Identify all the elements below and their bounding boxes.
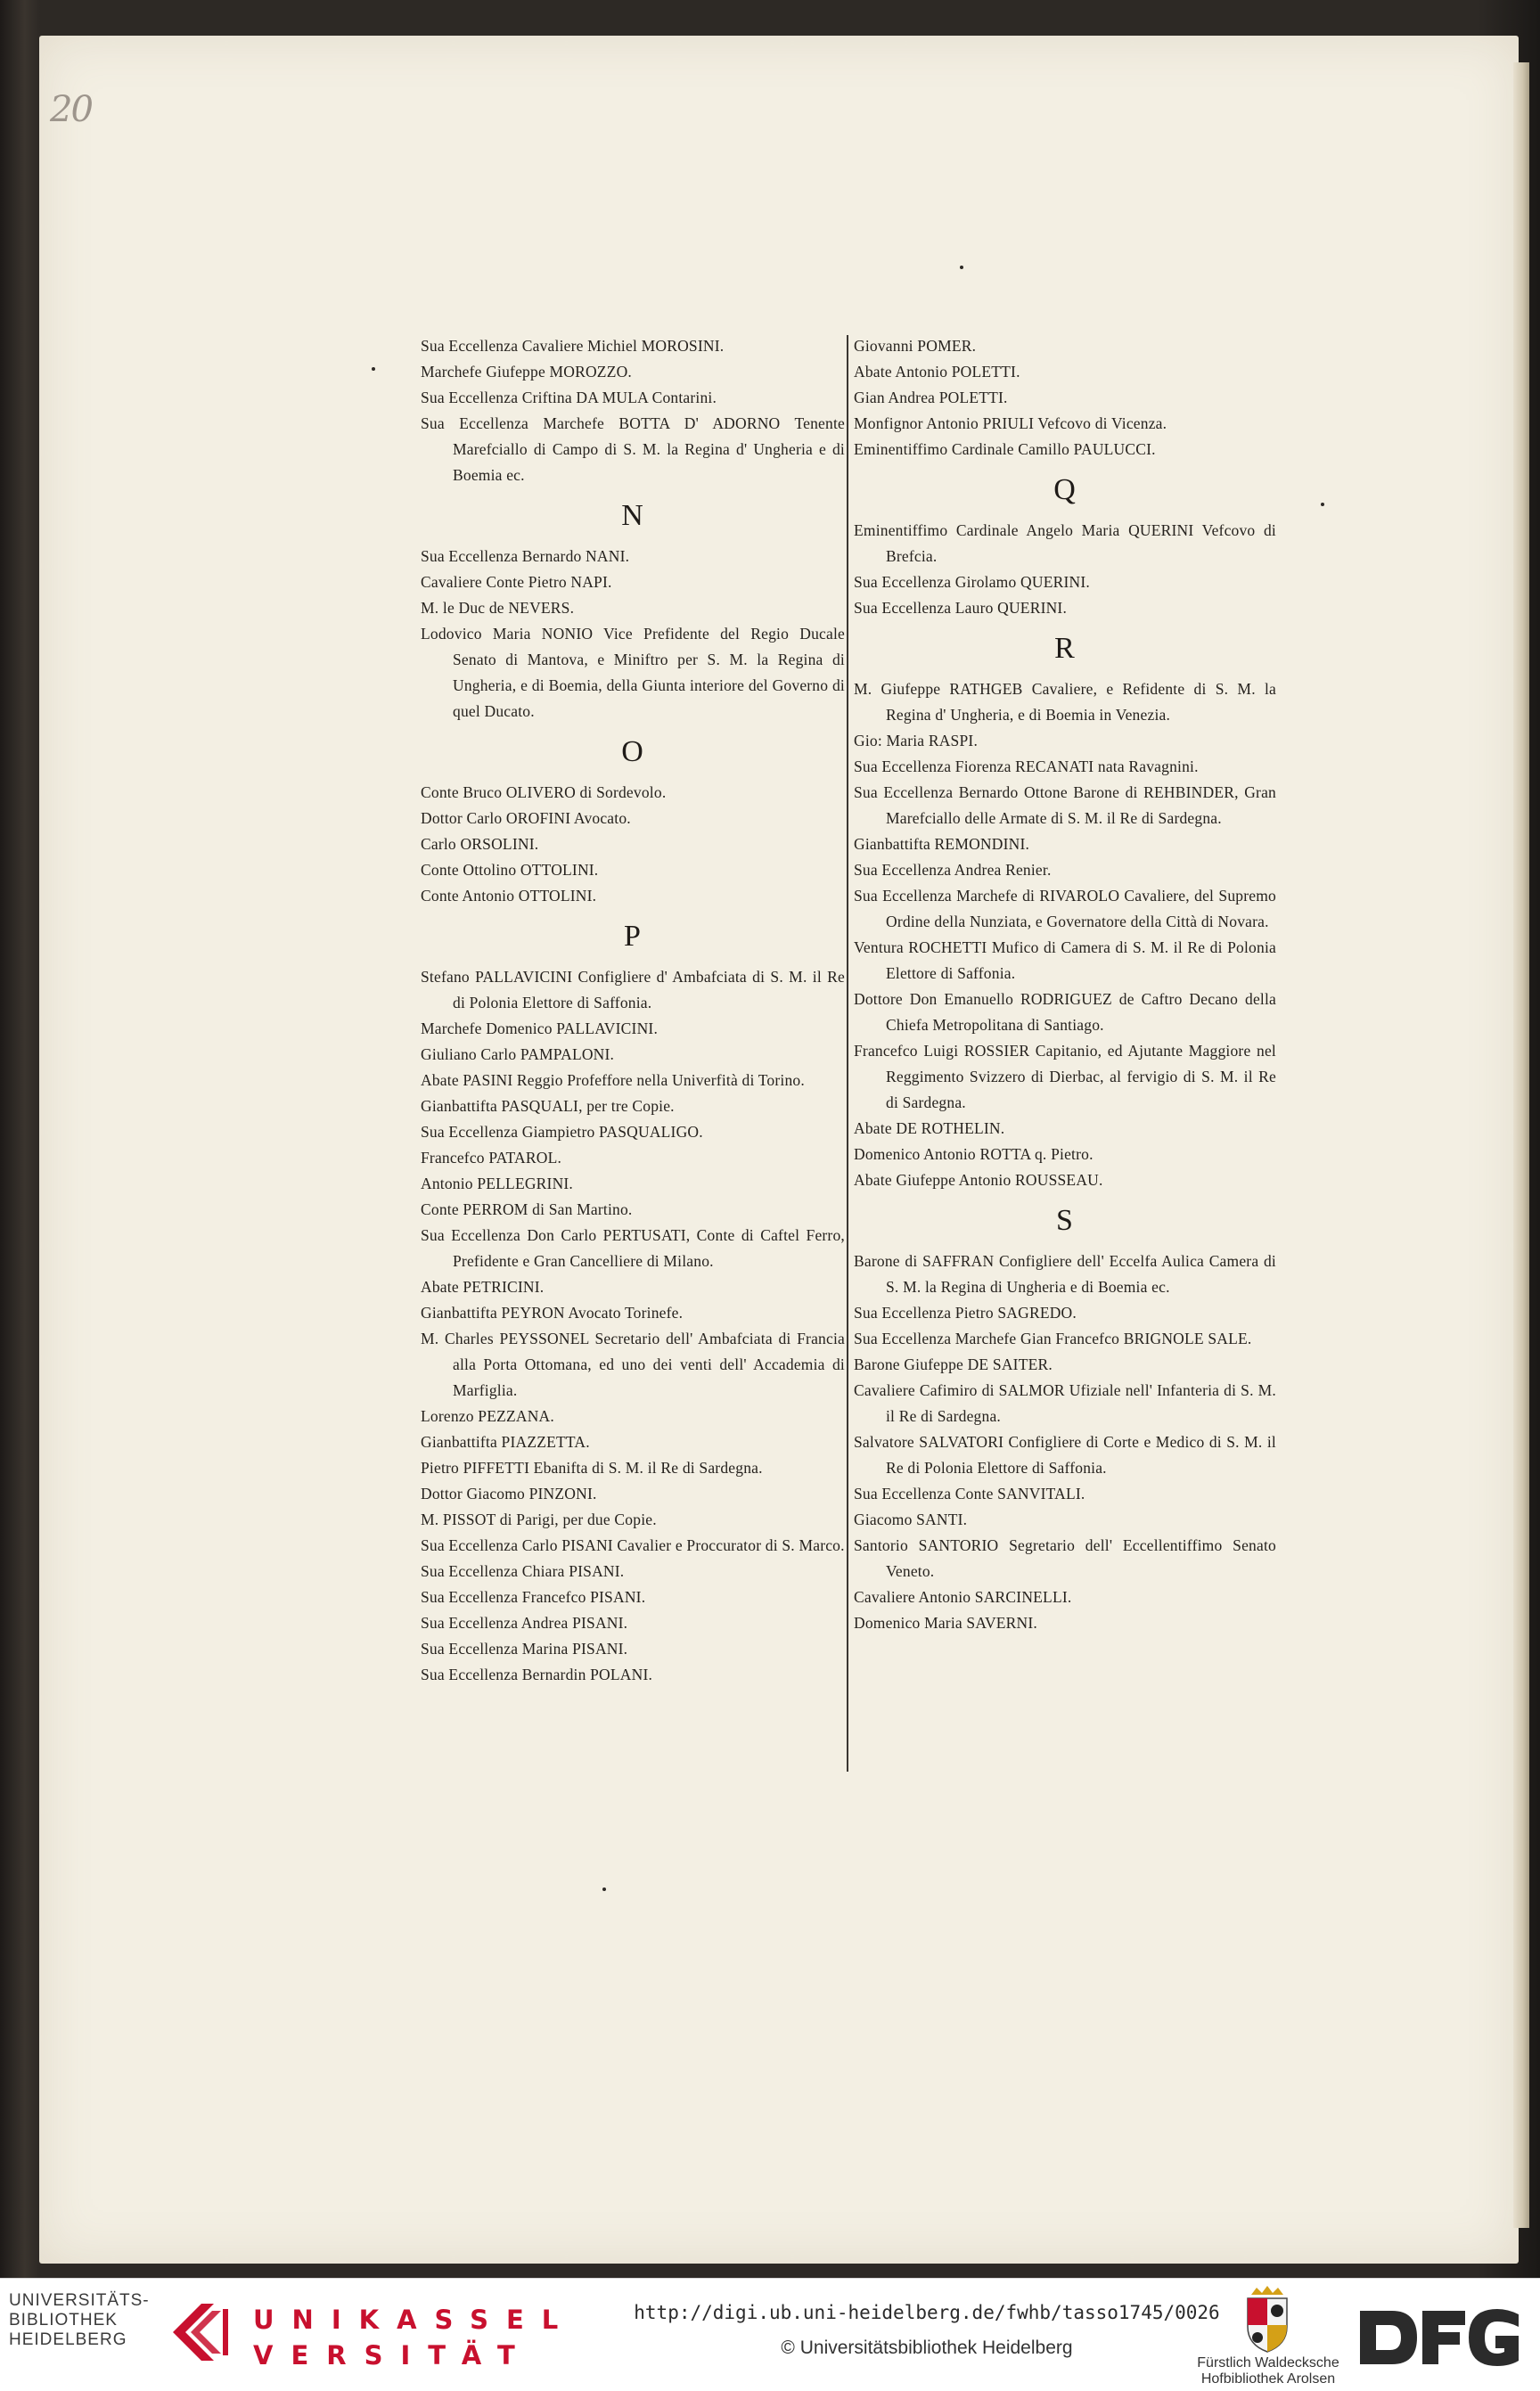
subscriber-entry: Carlo ORSOLINI. (421, 835, 539, 853)
subscriber-entry: Barone Giufeppe DE SAITER. (854, 1355, 1053, 1373)
subscriber-entry: Abate PETRICINI. (421, 1278, 545, 1296)
section-letter: P (624, 920, 642, 953)
subscriber-entry: Marchefe Domenico PALLAVICINI. (421, 1019, 659, 1037)
page-edge (1513, 62, 1529, 2228)
paper-speck (1321, 503, 1324, 506)
subscriber-entry: Sua Eccellenza Chiara PISANI. (421, 1562, 625, 1580)
subscriber-entry: Conte Antonio OTTOLINI. (421, 887, 597, 905)
subscriber-entry: Stefano PALLAVICINI Configliere d' Ambafciata di S. M. il Re di Polonia Elettore di Saffonia. (421, 968, 845, 1011)
arolsen-line-1: Fürstlich Waldecksche (1197, 2355, 1339, 2371)
subscriber-entry: Giovanni POMER. (854, 337, 977, 355)
folio-number: 20 (50, 89, 92, 130)
subscriber-entry: M. Charles PEYSSONEL Secretario dell' Ambafciata di Francia alla Porta Ottomana, ed uno dei venti dell' Accademia di Marfiglia. (421, 1330, 845, 1399)
subscriber-entry: Conte PERROM di San Martino. (421, 1200, 633, 1218)
subscriber-entry: Conte Bruco OLIVERO di Sordevolo. (421, 783, 667, 801)
arolsen-line-2: Hofbibliothek Arolsen (1200, 2371, 1336, 2387)
subscriber-entry: Sua Eccellenza Fiorenza RECANATI nata Ravagnini. (854, 757, 1199, 775)
paper-speck (602, 1887, 606, 1891)
ub-heidelberg-logo-icon[interactable] (160, 2291, 242, 2377)
paper-speck (372, 367, 375, 371)
subscriber-entry: Sua Eccellenza Bernardo NANI. (421, 547, 630, 565)
subscriber-entry: Lodovico Maria NONIO Vice Prefidente del Regio Ducale Senato di Mantova, e Miniftro per S. M. la Regina di Ungheria, e di Boemia, della Giunta interiore del Governo di quel Ducato. (421, 625, 845, 720)
ub-line-2: BIBLIOTHEK (9, 2311, 118, 2330)
subscriber-entry: Domenico Maria SAVERNI. (854, 1614, 1037, 1632)
subscriber-entry: Cavaliere Antonio SARCINELLI. (854, 1588, 1072, 1606)
subscriber-entry: Ventura ROCHETTI Mufico di Camera di S. M. il Re di Polonia Elettore di Saffonia. (854, 938, 1276, 982)
subscriber-entry: Sua Eccellenza Marina PISANI. (421, 1640, 628, 1658)
subscriber-entry: Sua Eccellenza Marchefe BOTTA D' ADORNO Tenente Marefciallo di Campo di S. M. la Regina d' Ungheria e di Boemia ec. (421, 414, 845, 484)
subscriber-entry: Gianbattifta PEYRON Avocato Torinefe. (421, 1304, 684, 1322)
subscriber-entry: M. le Duc de NEVERS. (421, 599, 575, 617)
subscriber-entry: Eminentiffimo Cardinale Camillo PAULUCCI. (854, 440, 1156, 458)
subscriber-entry: Salvatore SALVATORI Configliere di Corte e Medico di S. M. il Re di Polonia Elettore di Saffonia. (854, 1433, 1276, 1477)
dfg-text: DFG (1355, 2304, 1357, 2305)
citation-block (615, 2293, 1239, 2364)
subscriber-entry: Barone di SAFFRAN Configliere dell' Eccelfa Aulica Camera di S. M. la Regina di Ungheria e di Boemia ec. (854, 1252, 1276, 1296)
subscriber-entry: M. Giufeppe RATHGEB Cavaliere, e Refidente di S. M. la Regina d' Ungheria, e di Boemia in Venezia. (854, 680, 1276, 724)
subscriber-entry: Sua Eccellenza Marchefe di RIVAROLO Cavaliere, del Supremo Ordine della Nunziata, e Governatore della Città di Novara. (854, 887, 1276, 930)
subscriber-entry: Gianbattifta PIAZZETTA. (421, 1433, 590, 1451)
subscriber-entry: Eminentiffimo Cardinale Angelo Maria QUERINI Vefcovo di Brefcia. (854, 521, 1276, 565)
subscriber-entry: Cavaliere Cafimiro di SALMOR Ufiziale nell' Infanteria di S. M. il Re di Sardegna. (854, 1381, 1276, 1425)
column-divider (847, 335, 848, 1772)
subscriber-entry: Dottor Giacomo PINZONI. (421, 1485, 597, 1503)
subscriber-entry: Sua Eccellenza Andrea PISANI. (421, 1614, 628, 1632)
subscriber-entry: Pietro PIFFETTI Ebanifta di S. M. il Re di Sardegna. (421, 1459, 763, 1477)
subscriber-entry: Abate Antonio POLETTI. (854, 363, 1020, 381)
kassel-bottom-line: VERSITÄT (253, 2340, 533, 2371)
subscriber-entry: Lorenzo PEZZANA. (421, 1407, 554, 1425)
subscriber-entry: Abate Giufeppe Antonio ROUSSEAU. (854, 1171, 1103, 1189)
ub-heidelberg-wordmark[interactable] (9, 2291, 174, 2350)
subscriber-entry: Sua Eccellenza Francefco PISANI. (421, 1588, 646, 1606)
subscriber-entry: Dottor Carlo OROFINI Avocato. (421, 809, 631, 827)
subscriber-entry: Francefco Luigi ROSSIER Capitanio, ed Ajutante Maggiore nel Reggimento Svizzero di Dierbac, al fervigio di S. M. il Re di Sardegna. (854, 1042, 1276, 1111)
subscriber-entry: Giuliano Carlo PAMPALONI. (421, 1045, 615, 1063)
subscriber-entry: Dottore Don Emanuello RODRIGUEZ de Caftro Decano della Chiefa Metropolitana di Santiago. (854, 990, 1276, 1034)
subscriber-entry: Sua Eccellenza Lauro QUERINI. (854, 599, 1068, 617)
section-letter: N (621, 499, 644, 532)
arolsen-caption (1175, 2355, 1362, 2387)
subscriber-entry: Abate PASINI Reggio Profeffore nella Univerfità di Torino. (421, 1071, 805, 1089)
permalink-url[interactable]: http://digi.ub.uni-heidelberg.de/fwhb/tasso1745/0026 (634, 2302, 1220, 2323)
section-letter: Q (1053, 473, 1077, 506)
waldeck-crest-icon[interactable] (1241, 2284, 1294, 2354)
subscriber-entry: Sua Eccellenza Bernardo Ottone Barone di REHBINDER, Gran Marefciallo delle Armate di S. M. il Re di Sardegna. (854, 783, 1276, 827)
uni-kassel-logo[interactable] (253, 2302, 576, 2373)
subscriber-entry: Marchefe Giufeppe MOROZZO. (421, 363, 632, 381)
subscriber-entry: Sua Eccellenza Girolamo QUERINI. (854, 573, 1090, 591)
subscriber-entry: Cavaliere Conte Pietro NAPI. (421, 573, 612, 591)
subscriber-entry: Sua Eccellenza Pietro SAGREDO. (854, 1304, 1077, 1322)
subscriber-entry: Sua Eccellenza Marchefe Gian Francefco BRIGNOLE SALE. (854, 1330, 1252, 1347)
subscriber-entry: Gianbattifta REMONDINI. (854, 835, 1030, 853)
left-column (421, 333, 845, 1688)
subscriber-entry: Domenico Antonio ROTTA q. Pietro. (854, 1145, 1094, 1163)
subscriber-entry: Sua Eccellenza Bernardin POLANI. (421, 1666, 653, 1683)
subscriber-entry: Conte Ottolino OTTOLINI. (421, 861, 599, 879)
ub-line-1: UNIVERSITÄTS- (9, 2291, 150, 2310)
subscriber-list (421, 333, 1276, 1777)
subscriber-entry: Gian Andrea POLETTI. (854, 389, 1008, 406)
subscriber-entry: Sua Eccellenza Criftina DA MULA Contarini. (421, 389, 717, 406)
subscriber-entry: Sua Eccellenza Andrea Renier. (854, 861, 1052, 879)
subscriber-entry: Antonio PELLEGRINI. (421, 1175, 574, 1192)
subscriber-entry: Sua Eccellenza Giampietro PASQUALIGO. (421, 1123, 703, 1141)
subscriber-entry: Abate DE ROTHELIN. (854, 1119, 1005, 1137)
right-column (854, 333, 1276, 1636)
section-letter: S (1056, 1204, 1074, 1237)
subscriber-entry: M. PISSOT di Parigi, per due Copie. (421, 1511, 657, 1528)
subscriber-entry: Sua Eccellenza Carlo PISANI Cavalier e Proccurator di S. Marco. (421, 1536, 845, 1554)
copyright-notice: © Universitätsbibliothek Heidelberg (781, 2338, 1073, 2358)
subscriber-entry: Santorio SANTORIO Segretario dell' Eccellentiffimo Senato Veneto. (854, 1536, 1276, 1580)
subscriber-entry: Sua Eccellenza Conte SANVITALI. (854, 1485, 1085, 1503)
subscriber-entry: Sua Eccellenza Cavaliere Michiel MOROSINI. (421, 337, 725, 355)
ub-line-3: HEIDELBERG (9, 2330, 127, 2349)
dfg-logo[interactable] (1355, 2304, 1524, 2371)
subscriber-entry: Sua Eccellenza Don Carlo PERTUSATI, Conte di Caftel Ferro, Prefidente e Gran Cancelliere di Milano. (421, 1226, 845, 1270)
kassel-top-line: UNIKASSEL (253, 2305, 577, 2335)
section-letter: O (621, 735, 644, 768)
subscriber-entry: Gio: Maria RASPI. (854, 732, 979, 749)
subscriber-entry: Giacomo SANTI. (854, 1511, 968, 1528)
subscriber-entry: Gianbattifta PASQUALI, per tre Copie. (421, 1097, 675, 1115)
section-letter: R (1054, 632, 1076, 665)
paper-speck (960, 266, 963, 269)
subscriber-entry: Francefco PATAROL. (421, 1149, 562, 1167)
subscriber-entry: Monfignor Antonio PRIULI Vefcovo di Vicenza. (854, 414, 1167, 432)
footer-bar (0, 2278, 1540, 2391)
